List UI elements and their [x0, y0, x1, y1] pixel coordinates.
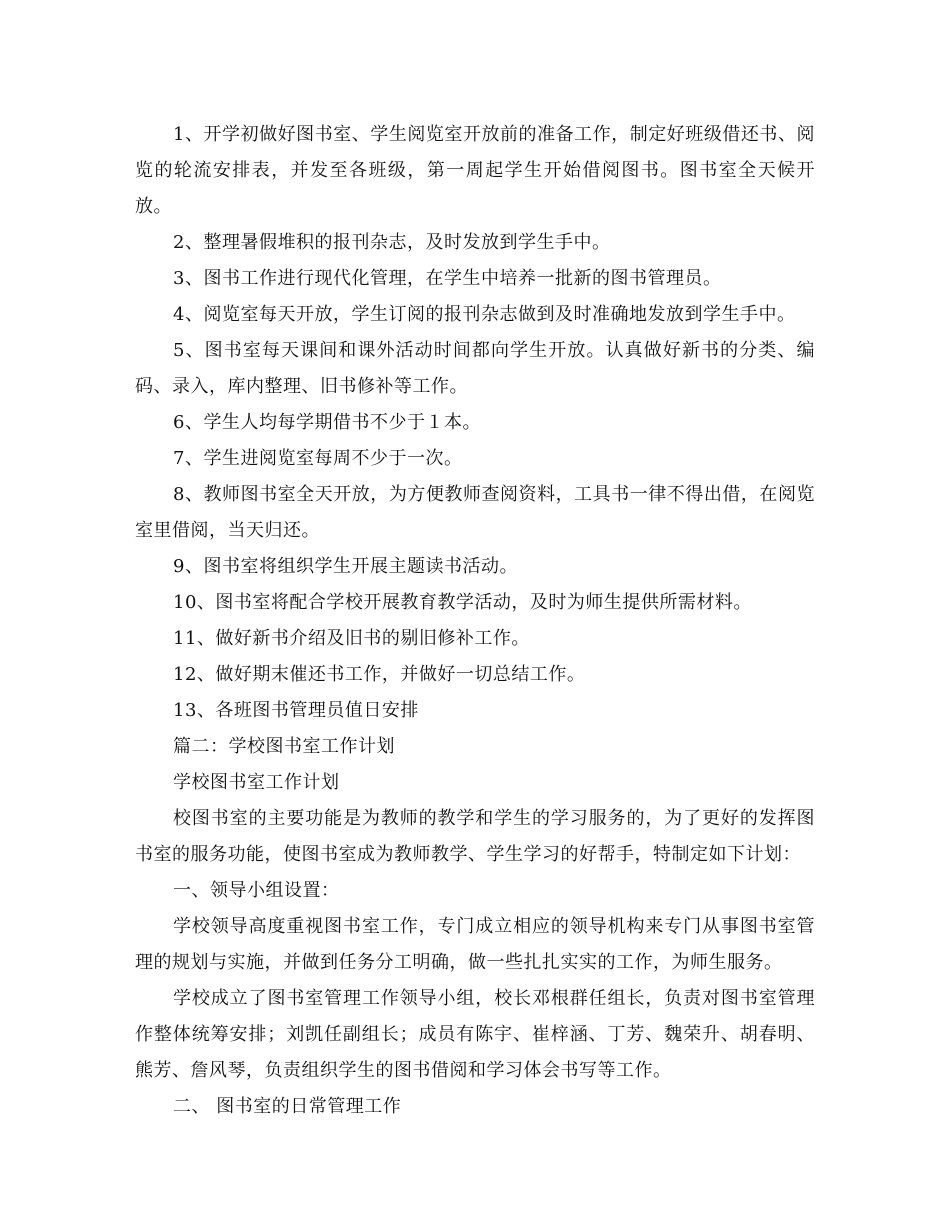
paragraph-2: 2、整理暑假堆积的报刊杂志，及时发放到学生手中。	[173, 232, 611, 253]
paragraph-11: 11、做好新书介绍及旧书的剔旧修补工作。	[173, 628, 530, 649]
paragraph-3: 3、图书工作进行现代化管理，在学生中培养一批新的图书管理员。	[173, 268, 722, 289]
document-title: 学校图书室工作计划	[173, 772, 340, 793]
section-heading-part-two: 篇二：学校图书室工作计划	[173, 736, 395, 757]
heading-daily-management: 二、 图书室的日常管理工作	[173, 1096, 402, 1117]
paragraph-9: 9、图书室将组织学生开展主题读书活动。	[173, 556, 518, 577]
heading-leadership-group: 一、领导小组设置：	[173, 880, 340, 901]
paragraph-13: 13、各班图书管理员值日安排	[173, 700, 419, 721]
leadership-paragraph-2: 学校成立了图书室管理工作领导小组，校长邓根群任组长，负责对图书室管理作整体统筹安排；刘凯任副组长；成员有陈宇、崔梓涵、丁芳、魏荣升、胡春明、熊芳、詹风琴，负责组织学生的图书借阅和学习体会书写等工作。	[135, 988, 815, 1081]
paragraph-10: 10、图书室将配合学校开展教育教学活动，及时为师生提供所需材料。	[173, 592, 752, 613]
paragraph-4: 4、阅览室每天开放，学生订阅的报刊杂志做到及时准确地发放到学生手中。	[173, 304, 796, 325]
paragraph-8: 8、教师图书室全天开放，为方便教师查阅资料，工具书一律不得出借，在阅览室里借阅，当天归还。	[135, 484, 815, 541]
paragraph-6: 6、学生人均每学期借书不少于１本。	[173, 412, 481, 433]
paragraph-5: 5、图书室每天课间和课外活动时间都向学生开放。认真做好新书的分类、编码、录入，库内整理、旧书修补等工作。	[135, 340, 815, 397]
paragraph-1: 1、开学初做好图书室、学生阅览室开放前的准备工作，制定好班级借还书、阅览的轮流安排表，并发至各班级，第一周起学生开始借阅图书。图书室全天候开放。	[135, 124, 815, 217]
intro-paragraph: 校图书室的主要功能是为教师的教学和学生的学习服务的，为了更好的发挥图书室的服务功能，使图书室成为教师教学、学生学习的好帮手，特制定如下计划：	[135, 808, 815, 865]
paragraph-12: 12、做好期末催还书工作，并做好一切总结工作。	[173, 664, 586, 685]
paragraph-7: 7、学生进阅览室每周不少于一次。	[173, 448, 463, 469]
leadership-paragraph-1: 学校领导高度重视图书室工作，专门成立相应的领导机构来专门从事图书室管理的规划与实施，并做到任务分工明确，做一些扎扎实实的工作，为师生服务。	[135, 916, 815, 973]
